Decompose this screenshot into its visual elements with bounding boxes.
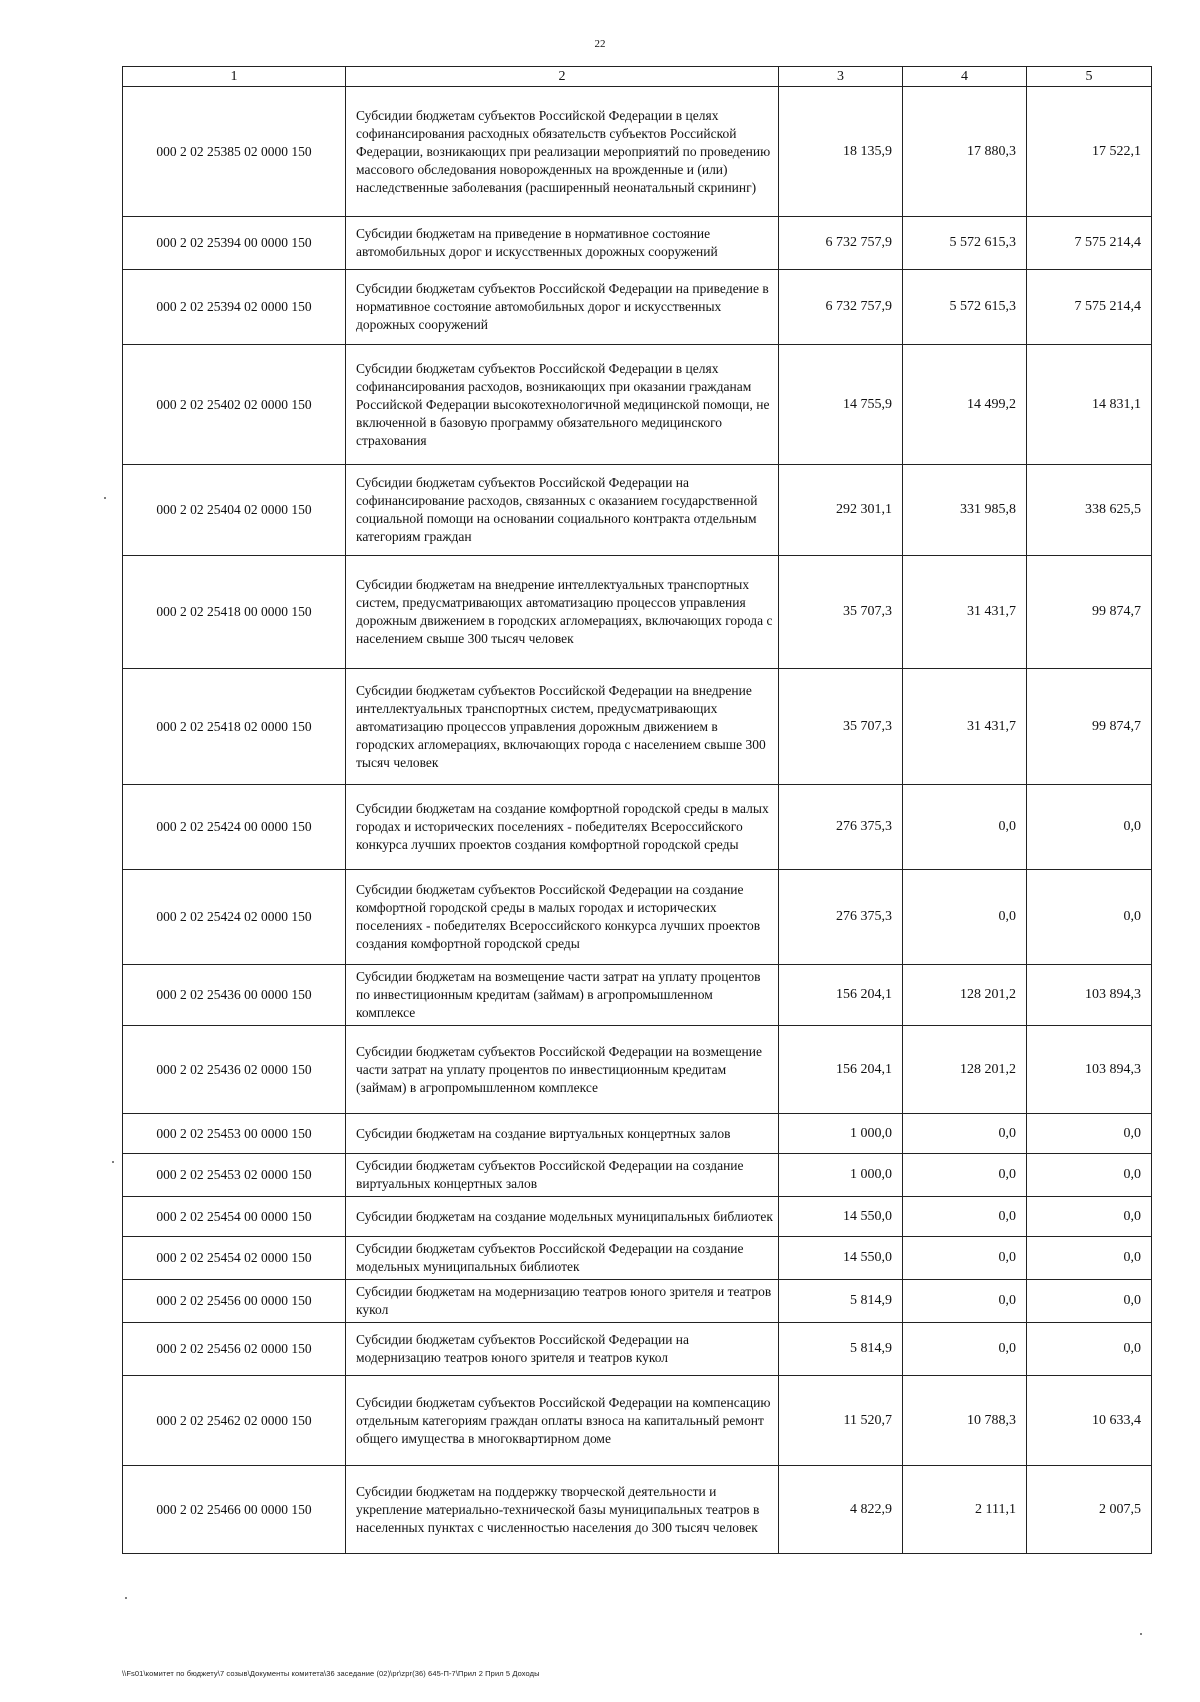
scan-speck	[125, 1597, 127, 1599]
table-row	[123, 556, 1152, 669]
scan-speck	[112, 1161, 114, 1163]
row-code: 000 2 02 25404 02 0000 150	[123, 465, 346, 556]
row-code: 000 2 02 25436 02 0000 150	[123, 1026, 346, 1114]
table-row	[123, 87, 1152, 217]
revenue-table	[122, 66, 1152, 1554]
table-row	[123, 1376, 1152, 1466]
table-row	[123, 1026, 1152, 1114]
row-value-col4: 0,0	[903, 785, 1027, 870]
table-row	[123, 1466, 1152, 1554]
row-value-col3: 6 732 757,9	[779, 270, 903, 345]
column-header-5: 5	[1027, 67, 1152, 87]
row-value-col4: 17 880,3	[903, 87, 1027, 217]
row-value-col4: 5 572 615,3	[903, 270, 1027, 345]
table-row	[123, 870, 1152, 965]
row-value-col5: 99 874,7	[1027, 669, 1152, 785]
row-value-col4: 31 431,7	[903, 556, 1027, 669]
row-code: 000 2 02 25456 02 0000 150	[123, 1323, 346, 1376]
row-code: 000 2 02 25436 00 0000 150	[123, 965, 346, 1026]
table-row	[123, 669, 1152, 785]
row-value-col4: 5 572 615,3	[903, 217, 1027, 270]
row-value-col5: 338 625,5	[1027, 465, 1152, 556]
row-value-col4: 0,0	[903, 1154, 1027, 1197]
row-value-col5: 103 894,3	[1027, 1026, 1152, 1114]
row-name: Субсидии бюджетам субъектов Российской Федерации на компенсацию отдельным категориям граждан оплаты взноса на капитальный ремонт общего имущества в многоквартирном доме	[346, 1376, 779, 1466]
row-value-col5: 7 575 214,4	[1027, 270, 1152, 345]
column-header-2: 2	[346, 67, 779, 87]
row-value-col4: 0,0	[903, 1114, 1027, 1154]
row-value-col4: 31 431,7	[903, 669, 1027, 785]
row-value-col3: 14 755,9	[779, 345, 903, 465]
row-name: Субсидии бюджетам субъектов Российской Федерации на создание комфортной городской среды в малых городах и исторических поселениях - победителях Всероссийского конкурса лучших проектов создания комфортной городской среды	[346, 870, 779, 965]
row-value-col3: 14 550,0	[779, 1237, 903, 1280]
row-value-col5: 14 831,1	[1027, 345, 1152, 465]
row-value-col5: 0,0	[1027, 785, 1152, 870]
row-value-col4: 14 499,2	[903, 345, 1027, 465]
row-value-col5: 17 522,1	[1027, 87, 1152, 217]
page-number: 22	[594, 38, 606, 50]
row-name: Субсидии бюджетам на поддержку творческой деятельности и укрепление материально-технической базы муниципальных театров в населенных пунктах с численностью населения до 300 тысяч человек	[346, 1466, 779, 1554]
row-value-col5: 0,0	[1027, 1237, 1152, 1280]
row-value-col3: 11 520,7	[779, 1376, 903, 1466]
row-code: 000 2 02 25418 00 0000 150	[123, 556, 346, 669]
row-value-col3: 156 204,1	[779, 965, 903, 1026]
row-code: 000 2 02 25466 00 0000 150	[123, 1466, 346, 1554]
row-value-col5: 2 007,5	[1027, 1466, 1152, 1554]
table-row	[123, 217, 1152, 270]
row-name: Субсидии бюджетам субъектов Российской Федерации на софинансирование расходов, связанных с оказанием государственной социальной помощи на основании социального контракта отдельным категориям граждан	[346, 465, 779, 556]
row-value-col4: 331 985,8	[903, 465, 1027, 556]
row-value-col5: 0,0	[1027, 1280, 1152, 1323]
row-value-col3: 14 550,0	[779, 1197, 903, 1237]
table-row	[123, 785, 1152, 870]
table-row	[123, 1237, 1152, 1280]
row-value-col3: 156 204,1	[779, 1026, 903, 1114]
row-name: Субсидии бюджетам на внедрение интеллектуальных транспортных систем, предусматривающих автоматизацию процессов управления дорожным движением в городских агломерациях, включающих города с населением свыше 300 тысяч человек	[346, 556, 779, 669]
row-value-col4: 128 201,2	[903, 1026, 1027, 1114]
row-value-col5: 0,0	[1027, 870, 1152, 965]
row-value-col3: 35 707,3	[779, 556, 903, 669]
row-code: 000 2 02 25454 00 0000 150	[123, 1197, 346, 1237]
row-value-col3: 6 732 757,9	[779, 217, 903, 270]
header-row	[123, 67, 1152, 87]
row-code: 000 2 02 25454 02 0000 150	[123, 1237, 346, 1280]
row-value-col5: 0,0	[1027, 1154, 1152, 1197]
row-name: Субсидии бюджетам субъектов Российской Федерации на модернизацию театров юного зрителя и театров кукол	[346, 1323, 779, 1376]
row-value-col5: 0,0	[1027, 1323, 1152, 1376]
table-row	[123, 270, 1152, 345]
row-value-col4: 128 201,2	[903, 965, 1027, 1026]
row-name: Субсидии бюджетам субъектов Российской Федерации на внедрение интеллектуальных транспортных систем, предусматривающих автоматизацию процессов управления дорожным движением в городских агломерациях, включающих города с населением свыше 300 тысяч человек	[346, 669, 779, 785]
row-value-col3: 5 814,9	[779, 1323, 903, 1376]
row-value-col4: 0,0	[903, 1237, 1027, 1280]
row-name: Субсидии бюджетам субъектов Российской Федерации в целях софинансирования расходных обязательств субъектов Российской Федерации, возникающих при реализации мероприятий по проведению массового обследования новорожденных на врожденные и (или) наследственные заболевания (расширенный неонатальный скрининг)	[346, 87, 779, 217]
table-row	[123, 465, 1152, 556]
row-value-col5: 7 575 214,4	[1027, 217, 1152, 270]
row-code: 000 2 02 25394 02 0000 150	[123, 270, 346, 345]
row-code: 000 2 02 25385 02 0000 150	[123, 87, 346, 217]
row-name: Субсидии бюджетам на создание комфортной городской среды в малых городах и исторических поселениях - победителях Всероссийского конкурса лучших проектов создания комфортной городской среды	[346, 785, 779, 870]
row-value-col5: 10 633,4	[1027, 1376, 1152, 1466]
row-value-col4: 0,0	[903, 1280, 1027, 1323]
row-value-col3: 18 135,9	[779, 87, 903, 217]
table-row	[123, 1323, 1152, 1376]
row-name: Субсидии бюджетам субъектов Российской Федерации на приведение в нормативное состояние автомобильных дорог и искусственных дорожных сооружений	[346, 270, 779, 345]
row-code: 000 2 02 25462 02 0000 150	[123, 1376, 346, 1466]
row-value-col3: 292 301,1	[779, 465, 903, 556]
row-name: Субсидии бюджетам на создание виртуальных концертных залов	[346, 1114, 779, 1154]
row-value-col3: 35 707,3	[779, 669, 903, 785]
table-row	[123, 1154, 1152, 1197]
row-value-col4: 10 788,3	[903, 1376, 1027, 1466]
row-value-col5: 0,0	[1027, 1197, 1152, 1237]
row-value-col5: 0,0	[1027, 1114, 1152, 1154]
row-name: Субсидии бюджетам на возмещение части затрат на уплату процентов по инвестиционным кредитам (займам) в агропромышленном комплексе	[346, 965, 779, 1026]
row-code: 000 2 02 25453 00 0000 150	[123, 1114, 346, 1154]
table-row	[123, 1280, 1152, 1323]
column-header-1: 1	[123, 67, 346, 87]
row-value-col3: 4 822,9	[779, 1466, 903, 1554]
row-name: Субсидии бюджетам на создание модельных муниципальных библиотек	[346, 1197, 779, 1237]
row-code: 000 2 02 25418 02 0000 150	[123, 669, 346, 785]
row-value-col3: 1 000,0	[779, 1114, 903, 1154]
row-value-col4: 0,0	[903, 1323, 1027, 1376]
row-code: 000 2 02 25424 02 0000 150	[123, 870, 346, 965]
table-row	[123, 965, 1152, 1026]
row-value-col5: 103 894,3	[1027, 965, 1152, 1026]
row-value-col4: 0,0	[903, 1197, 1027, 1237]
row-value-col4: 2 111,1	[903, 1466, 1027, 1554]
row-value-col3: 276 375,3	[779, 870, 903, 965]
table-row	[123, 345, 1152, 465]
row-name: Субсидии бюджетам субъектов Российской Федерации на создание виртуальных концертных залов	[346, 1154, 779, 1197]
row-value-col3: 276 375,3	[779, 785, 903, 870]
row-code: 000 2 02 25456 00 0000 150	[123, 1280, 346, 1323]
scan-speck	[104, 497, 106, 499]
table-row	[123, 1114, 1152, 1154]
row-name: Субсидии бюджетам на приведение в нормативное состояние автомобильных дорог и искусственных дорожных сооружений	[346, 217, 779, 270]
row-name: Субсидии бюджетам субъектов Российской Федерации на создание модельных муниципальных библиотек	[346, 1237, 779, 1280]
scan-speck	[1140, 1633, 1142, 1635]
row-code: 000 2 02 25424 00 0000 150	[123, 785, 346, 870]
file-path-footer: \\Fs01\комитет по бюджету\7 созыв\Документы комитета\36 заседание (02)\pr\zpr(36) 645-П-7\Прил 2 Прил 5 Доходы	[122, 1669, 540, 1678]
row-name: Субсидии бюджетам субъектов Российской Федерации в целях софинансирования расходов, возникающих при оказании гражданам Российской Федерации высокотехнологичной медицинской помощи, не включенной в базовую программу обязательного медицинского страхования	[346, 345, 779, 465]
row-value-col3: 1 000,0	[779, 1154, 903, 1197]
row-name: Субсидии бюджетам субъектов Российской Федерации на возмещение части затрат на уплату процентов по инвестиционным кредитам (займам) в агропромышленном комплексе	[346, 1026, 779, 1114]
row-value-col4: 0,0	[903, 870, 1027, 965]
column-header-3: 3	[779, 67, 903, 87]
row-code: 000 2 02 25394 00 0000 150	[123, 217, 346, 270]
row-value-col5: 99 874,7	[1027, 556, 1152, 669]
row-name: Субсидии бюджетам на модернизацию театров юного зрителя и театров кукол	[346, 1280, 779, 1323]
column-header-4: 4	[903, 67, 1027, 87]
row-code: 000 2 02 25402 02 0000 150	[123, 345, 346, 465]
row-value-col3: 5 814,9	[779, 1280, 903, 1323]
row-code: 000 2 02 25453 02 0000 150	[123, 1154, 346, 1197]
table-row	[123, 1197, 1152, 1237]
